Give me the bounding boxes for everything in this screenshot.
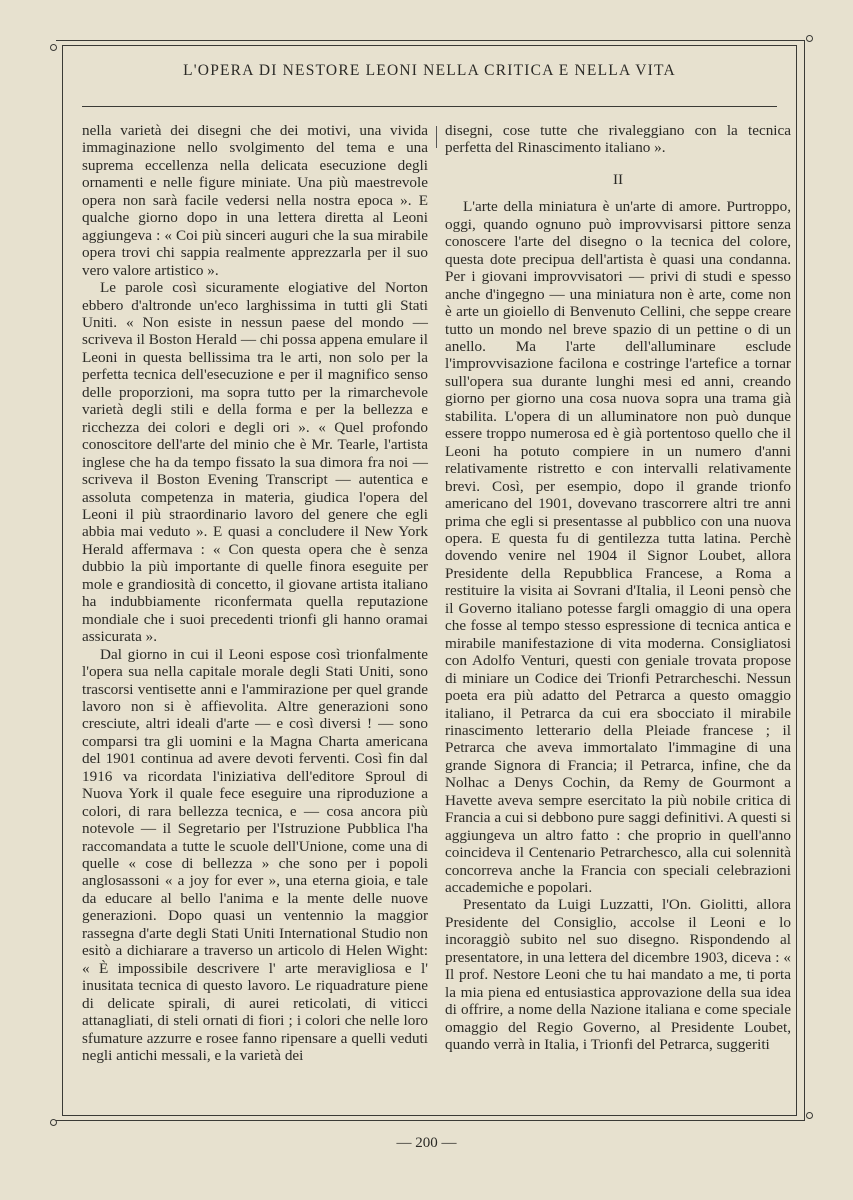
frame-corner-ornament bbox=[806, 1112, 813, 1119]
frame-left-rule bbox=[62, 45, 63, 1115]
frame-corner-ornament bbox=[806, 35, 813, 42]
section-heading: II bbox=[612, 170, 624, 188]
right-column bbox=[445, 122, 791, 1054]
paragraph: Le parole così sicuramente elogiative del Norton ebbero d'altronde un'eco larghissima in tutti gli Stati Uniti. « Non esiste in nessun paese del mondo — scriveva il Boston Herald — chi possa appena emulare il Leoni in questa bellissima tra le arti, non solo per la perfetta tecnica dell'esecuzione e per il magnifico senso delle proporzioni, ma sopra tutto per la rimarchevole varietà degli stili e della forma e per la bellezza e ricchezza dei colori e degli ori ». « Quel profondo conoscitore dell'arte del minio che è Mr. Tearle, l'artista inglese che ha da tempo fissato la sua dimora fra noi — scriveva il Boston Evening Transcript — autentica e assoluta competenza in materia, giudica l'opera del Leoni il più straordinario lavoro del genere che egli abbia mai veduto ». E quasi a concludere il New York Herald affermava : « Con questa opera che è senza dubbio la più importante di quelle finora eseguite per mole e grandiosità di concetto, il giovane artista italiano ha indubbiamente riconfermata quella reputazione mondiale che i suoi precedenti trionfi gli hanno oramai assicurata ». bbox=[82, 279, 428, 646]
frame-corner-ornament bbox=[50, 44, 57, 51]
frame-right-rule bbox=[796, 45, 797, 1115]
column-separator bbox=[436, 126, 437, 148]
paragraph: Presentato da Luigi Luzzatti, l'On. Giolitti, allora Presidente del Consiglio, accolse il Leoni e lo incoraggiò subito nel suo disegno. Rispondendo al presentatore, in una lettera del dicembre 1903, diceva : « Il prof. Nestore Leoni che tu hai mandato a me, ti porta la mia piena ed entusiastica approvazione della sua idea di offrire, a nome della Nazione italiana e come speciale omaggio del Regio Governo, al Presidente Loubet, quando verrà in Italia, i Trionfi del Petrarca, suggeriti bbox=[445, 896, 791, 1054]
frame-top-rule bbox=[56, 40, 805, 41]
paragraph: nella varietà dei disegni che dei motivi, una vivida immaginazione nello svolgimento del tema e una suprema eccellenza nella delicata esecuzione degli ornamenti e nelle figure miniate. Una più maestrevole opera non sarà facile vedersi nella nostra epoca ». E qualche giorno dopo in una lettera diretta al Leoni aggiungeva : « Coi più sinceri auguri che la sua mirabile opera trovi chi sappia realmente apprezzarla per il suo vero valore artistico ». bbox=[82, 122, 428, 279]
left-column bbox=[82, 122, 428, 1064]
frame-bottom-rule bbox=[56, 1120, 805, 1121]
header-rule bbox=[82, 106, 777, 107]
paragraph: L'arte della miniatura è un'arte di amore. Purtroppo, oggi, quando ognuno può improvvisarsi pittore senza conoscere l'arte del disegno o la tecnica del colore, questa dote precipua dell'artista è quasi una condanna. Per i giovani improvvisatori — privi di studi e spesso anche d'ingegno — una miniatura non è arte, come non è arte un gioiello di Benvenuto Cellini, che seppe creare tutto un mondo nel breve spazio di un pettine o di un anello. Ma l'arte dell'alluminare esclude l'improvvisazione facilona e costringe l'artefice a tornar sull'opera sua durante lunghi mesi ed anni, creando giorno per giorno una cosa nuova sopra una trama già stabilita. L'opera di un alluminatore non può dunque essere troppo numerosa ed è già portentoso quello che il Leoni ha potuto compiere in un numero d'anni relativamente ristretto e con intervalli relativamente brevi. Così, per esempio, dopo il grande trionfo americano del 1901, dovevano trascorrere altri tre anni prima che egli si presentasse al pubblico con una nuova opera. E questa fu di gentilezza tutta latina. Perchè dovendo venire nel 1904 il Signor Loubet, allora Presidente della Repubblica Francese, a Roma a restituire la visita ai Sovrani d'Italia, il Leoni pensò che il Governo italiano potesse fargli omaggio di una opera che fosse al tempo stesso espressione di tecnica antica e mirabile manifestazione di vita moderna. Consigliatosi con Adolfo Venturi, questi con geniale trovata propose di miniare un Codice dei Trionfi Petrarcheschi. Nessun poeta era più adatto del Petrarca a questo omaggio italiano, il Petrarca da cui era sbocciato il mirabile rinascimento letterario della Pleiade francese ; il Petrarca che aveva immortalato l'immagine di una grande Signora di Francia; il Petrarca, infine, che da Nolhac a Denys Cochin, da Remy de Gourmont a Havette aveva sempre esercitato la più nobile critica di Francia a cui si debbono pure saggi definitivi. A questi si aggiungeva un altro fatto : che proprio in quell'anno coincideva il Centenario Petrarchesco, alla cui solennità concorreva anche la Francia con speciali celebrazioni accademiche e popolari. bbox=[445, 198, 791, 897]
paragraph: disegni, cose tutte che rivaleggiano con la tecnica perfetta del Rinascimento italiano ». bbox=[445, 122, 791, 157]
frame-corner-ornament bbox=[50, 1119, 57, 1126]
paragraph: Dal giorno in cui il Leoni espose così trionfalmente l'opera sua nella capitale morale degli Stati Uniti, sono trascorsi ventisette anni e l'ammirazione per quel grande lavoro non si è affievolita. Altre generazioni sono cresciute, altri ideali d'arte — e così diversi ! — sono comparsi tra gli uomini e la Magna Charta americana del 1901 continua ad avere devoti ferventi. Così fin dal 1916 va ricordata l'iniziativa dell'editore Sproul di Nuova York il quale fece eseguire una riproduzione a colori, di rara bellezza tecnica, e — cosa ancora più notevole — il Segretario per l'Istruzione Pubblica l'ha raccomandata a tutte le scuole dell'Unione, come una di quelle « cose di bellezza » che sono per i popoli anglosassoni « a joy for ever », una eterna gioia, e tale da educare al bello l'anima e la mente delle nuove generazioni. Dopo quasi un ventennio la maggior rassegna d'arte degli Stati Uniti International Studio non esitò a dichiarare a traverso un articolo di Helen Wight: « È impossibile descrivere l' arte meravigliosa e l' inusitata tecnica di questo lavoro. Le riquadrature piene di delicate spirali, di aurei reticolati, di viticci attanagliati, di steli ornati di fiori ; i colori che nelle loro sfumature azzurre e rosee fanno ripensare a quelli veduti negli antichi messali, e la varietà dei bbox=[82, 645, 428, 1065]
frame-right-outer-rule bbox=[804, 40, 805, 1120]
frame-bottom-inner-rule bbox=[62, 1115, 797, 1116]
running-header: L'OPERA DI NESTORE LEONI NELLA CRITICA E NELLA VITA bbox=[183, 62, 676, 79]
page-number: — 200 — bbox=[396, 1135, 457, 1151]
frame-top-inner-rule bbox=[62, 45, 797, 46]
